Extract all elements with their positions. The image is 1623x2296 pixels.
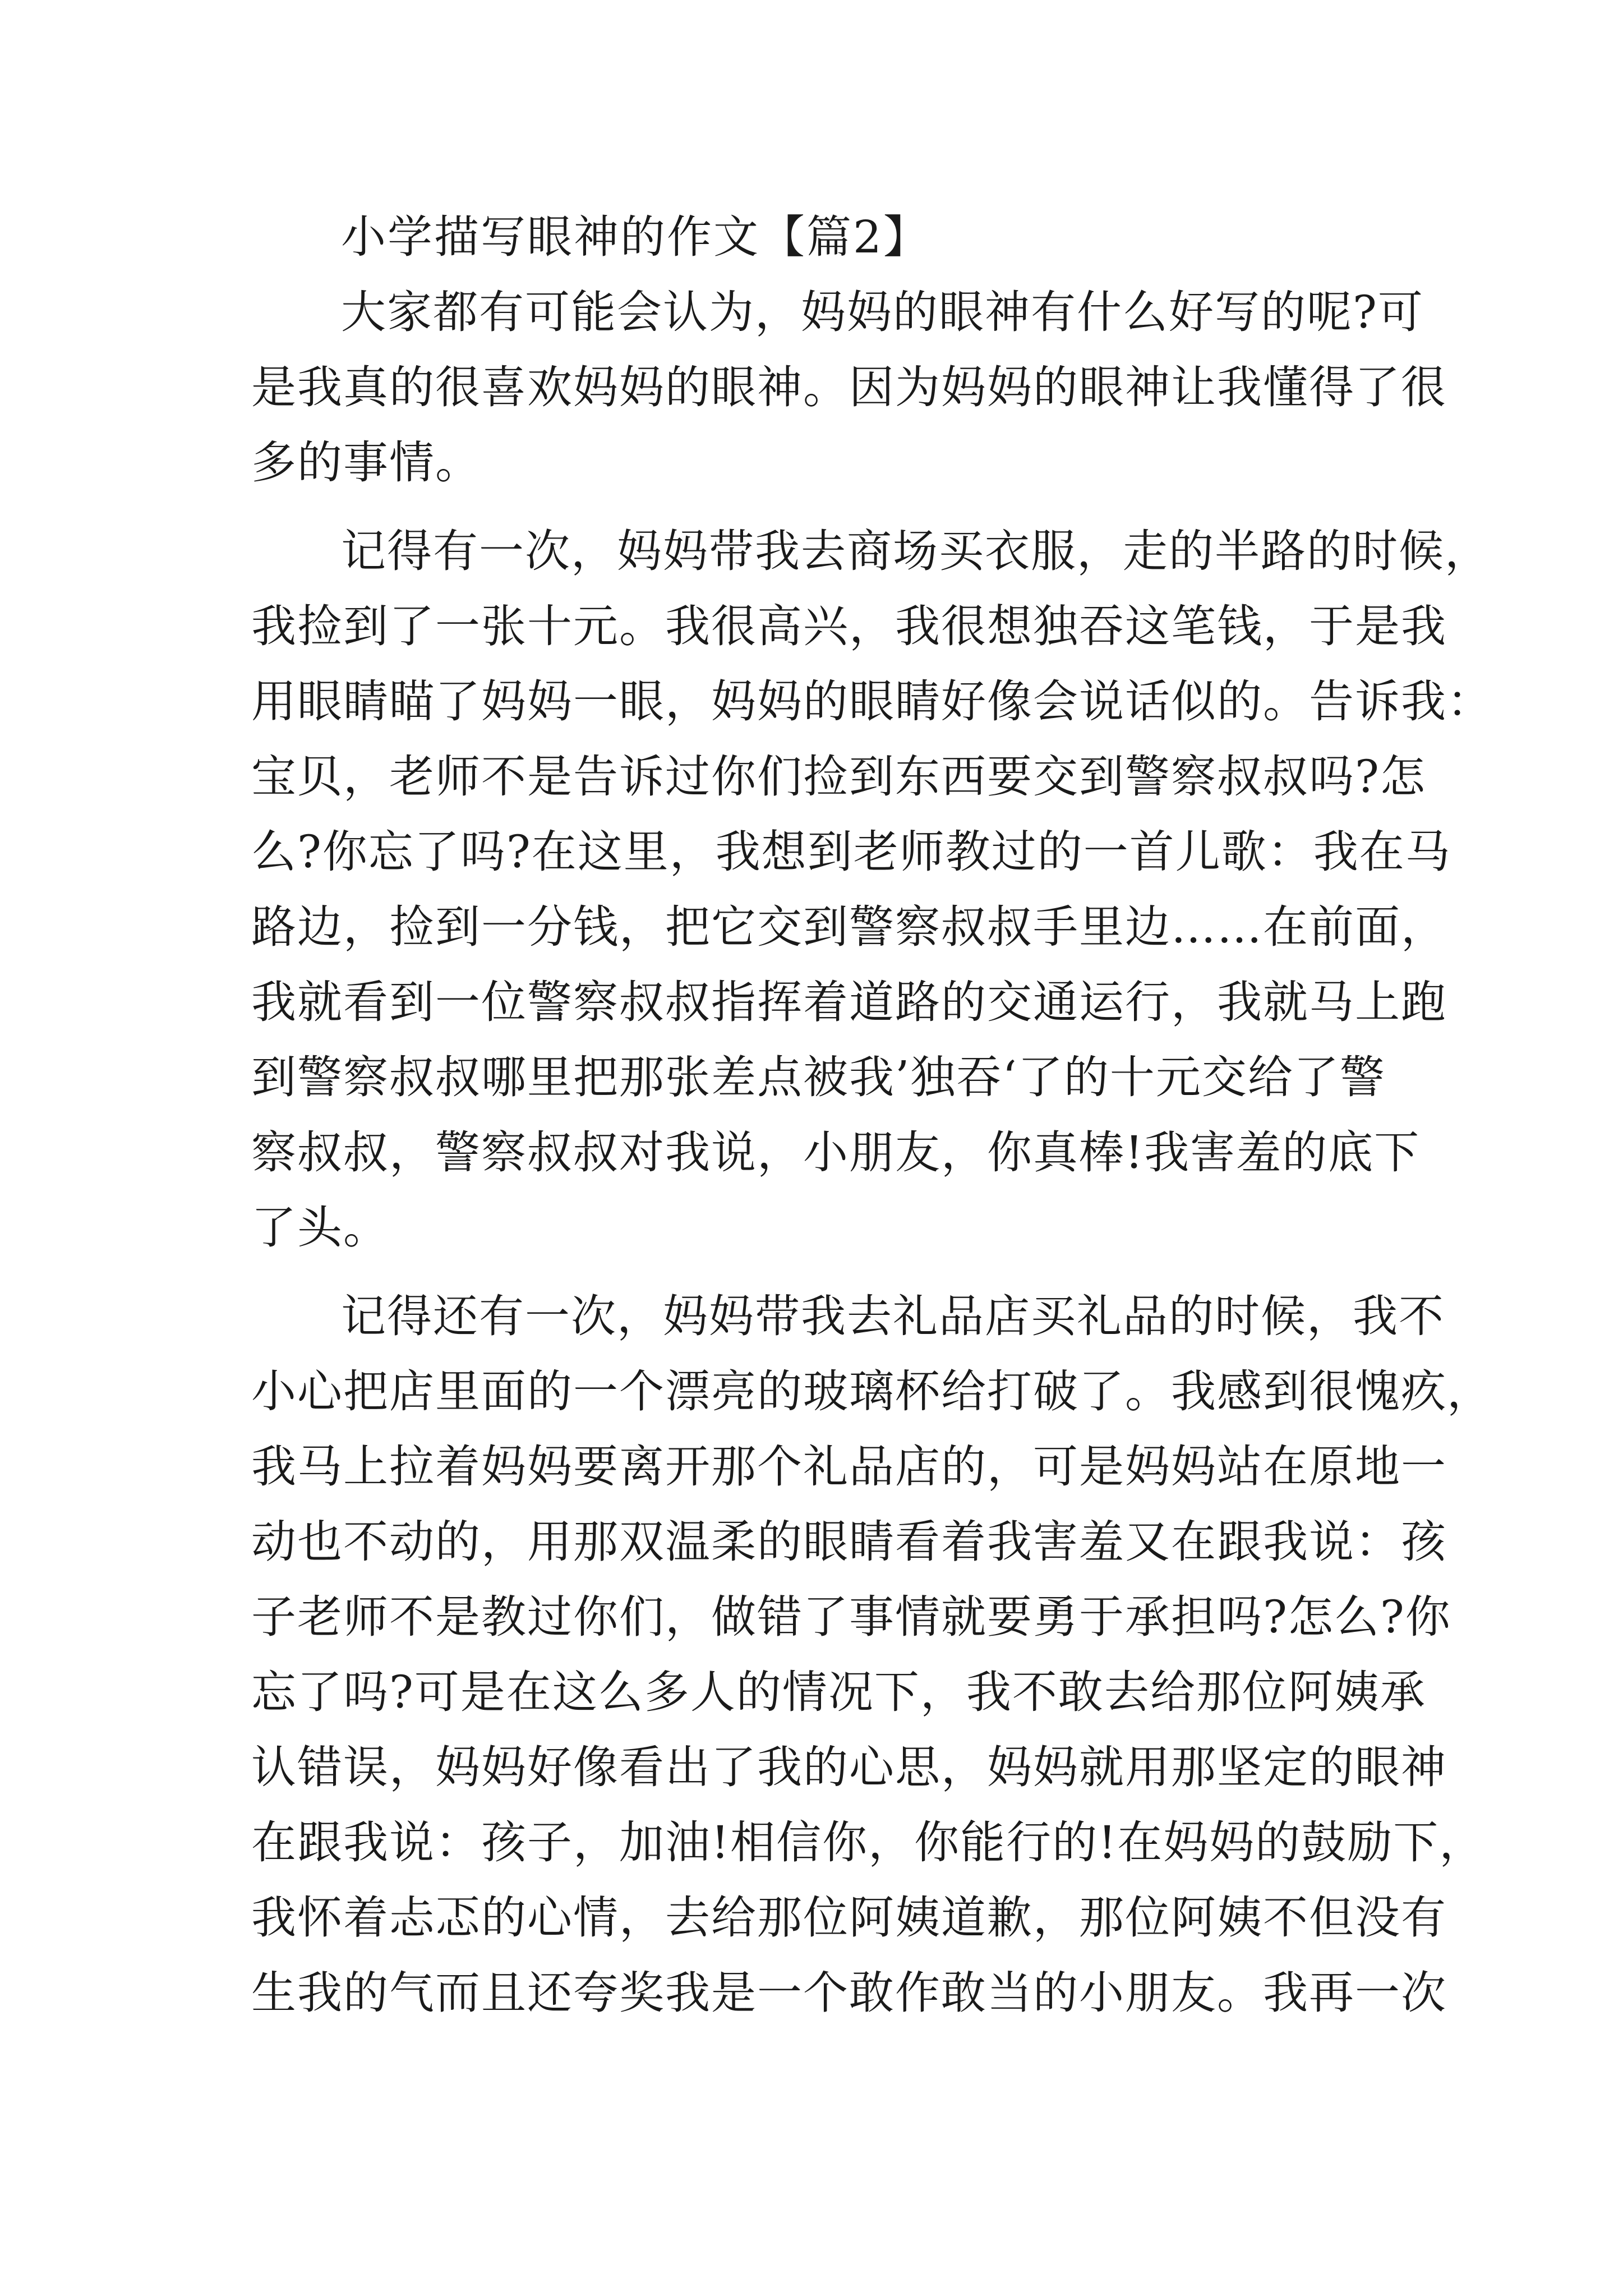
essay-body [251,200,1493,2031]
paragraph-line: 路边，捡到一分钱，把它交到警察叔叔手里边……在前面， [251,901,1447,953]
paragraph-line: 大家都有可能会认为，妈妈的眼神有什么好写的呢?可 [341,286,1424,338]
paragraph-line: 认错误，妈妈好像看出了我的心思，妈妈就用那坚定的眼神 [251,1741,1447,1793]
paragraph-line: 动也不动的，用那双温柔的眼睛看着我害羞又在跟我说：孩 [251,1516,1447,1568]
paragraph-line: 记得有一次，妈妈带我去商场买衣服，走的半路的时候， [341,525,1491,577]
paragraph-line: 忘了吗?可是在这么多人的情况下，我不敢去给那位阿姨承 [251,1666,1426,1718]
paragraph-line: 我就看到一位警察叔叔指挥着道路的交通运行，我就马上跑 [251,976,1447,1028]
paragraph-line: 我马上拉着妈妈要离开那个礼品店的，可是妈妈站在原地一 [251,1441,1447,1493]
paragraph-line: 多的事情。 [251,436,481,489]
paragraph-3 [251,1279,1493,2031]
paragraph-line: 在跟我说：孩子，加油!相信你，你能行的!在妈妈的鼓励下， [251,1816,1486,1869]
paragraph-line: 记得还有一次，妈妈带我去礼品店买礼品的时候，我不 [341,1290,1445,1342]
paragraph-line: 宝贝，老师不是告诉过你们捡到东西要交到警察叔叔吗?怎 [251,751,1426,803]
paragraph-line: 用眼睛瞄了妈妈一眼，妈妈的眼睛好像会说话似的。告诉我： [251,675,1493,728]
paragraph-1 [251,275,1447,500]
paragraph-line: 我捡到了一张十元。我很高兴，我很想独吞这笔钱，于是我 [251,600,1447,652]
paragraph-line: 到警察叔叔哪里把那张差点被我’独吞‘了的十元交给了警 [251,1051,1386,1103]
paragraph-line: 子老师不是教过你们，做错了事情就要勇于承担吗?怎么?你 [251,1591,1451,1643]
paragraph-line: 察叔叔，警察叔叔对我说，小朋友，你真棒!我害羞的底下 [251,1126,1421,1179]
paragraph-line: 是我真的很喜欢妈妈的眼神。因为妈妈的眼神让我懂得了很 [251,361,1447,413]
paragraph-line: 我怀着忐忑的心情，去给那位阿姨道歉，那位阿姨不但没有 [251,1892,1447,1944]
paragraph-line: 么?你忘了吗?在这里，我想到老师教过的一首儿歌：我在马 [251,826,1451,878]
paragraph-line: 生我的气而且还夸奖我是一个敢作敢当的小朋友。我再一次 [251,1967,1447,2019]
paragraph-line: 了头。 [251,1202,389,1254]
paragraph-2 [251,514,1493,1266]
essay-title: 小学描写眼神的作文【篇2】 [341,211,930,263]
paragraph-line: 小心把店里面的一个漂亮的玻璃杯给打破了。我感到很愧疚， [251,1365,1493,1418]
